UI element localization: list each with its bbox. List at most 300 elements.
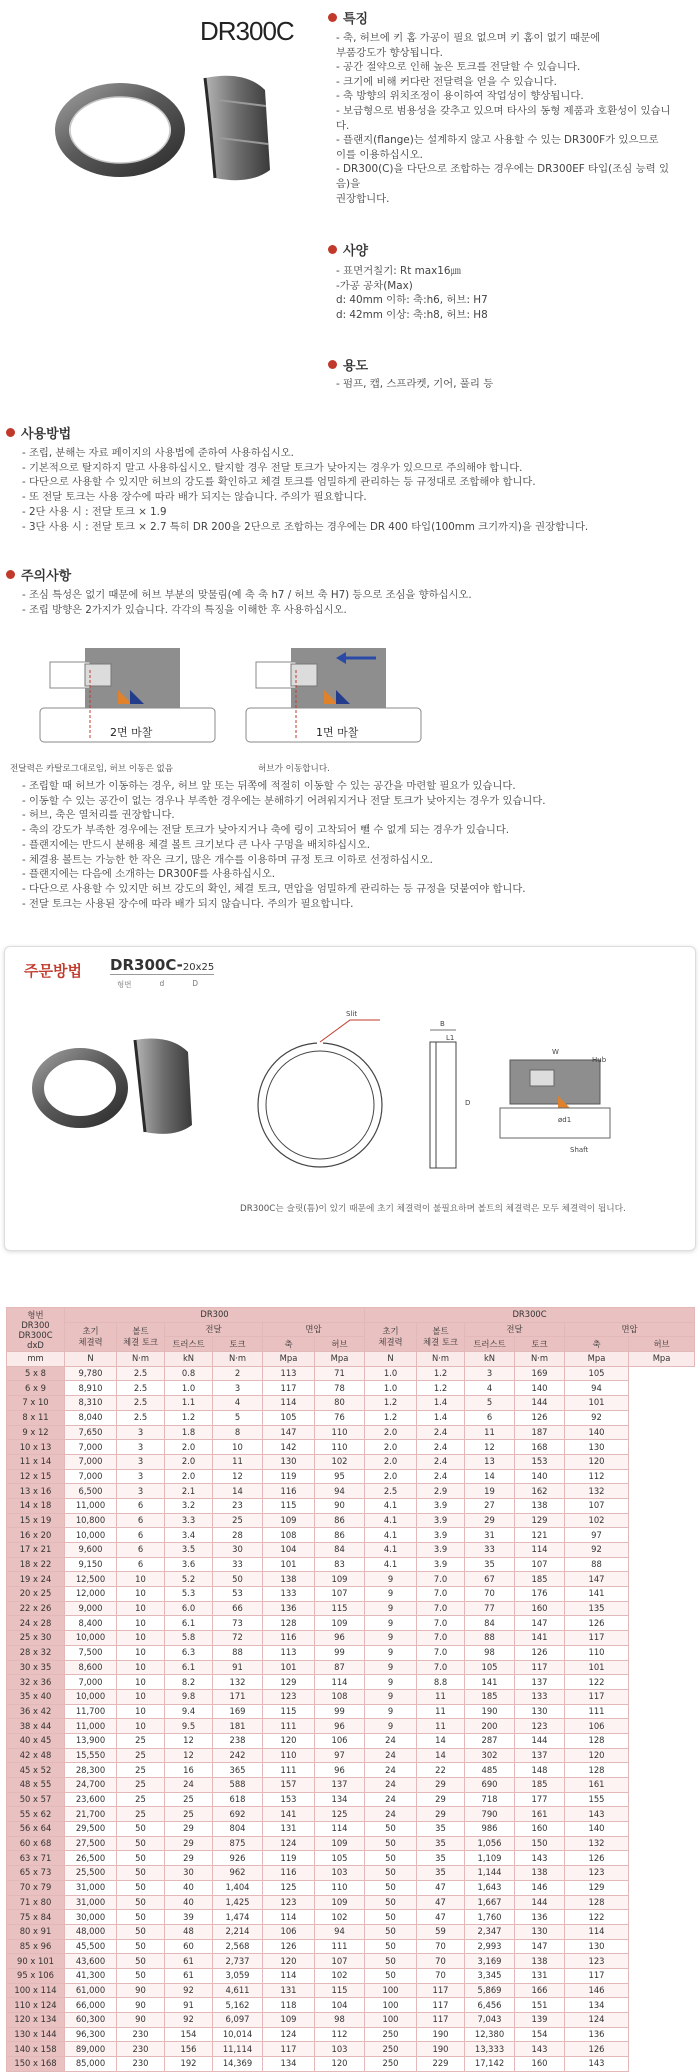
value-cell: 96,300 [65, 2027, 117, 2042]
value-cell: 31 [465, 1528, 515, 1543]
value-cell: 133 [263, 1587, 315, 1602]
size-cell: 28 x 32 [7, 1645, 65, 1660]
value-cell: 140 [565, 1425, 629, 1440]
dim-d1-label: ød1 [558, 1116, 572, 1124]
value-cell: 9.4 [165, 1704, 213, 1719]
value-cell: 1,404 [213, 1880, 263, 1895]
value-cell: 250 [365, 2027, 417, 2042]
order-code: DR300C-20x25 [110, 956, 215, 974]
value-cell: 99 [315, 1704, 365, 1719]
value-cell: 117 [515, 1660, 565, 1675]
value-cell: 109 [315, 1572, 365, 1587]
value-cell: 109 [315, 1836, 365, 1851]
usage-heading: 사용방법 [6, 423, 71, 442]
spec-list: - 표면거칠기: Rt max16㎛ -가공 공차(Max) d: 40mm 이하: 축:h6, 허브: H7 d: 42mm 이상: 축:h8, 허브: H8 [336, 265, 488, 321]
value-cell: 119 [263, 1851, 315, 1866]
value-cell: 2.0 [365, 1425, 417, 1440]
size-cell: 71 x 80 [7, 1895, 65, 1910]
size-cell: 9 x 12 [7, 1425, 65, 1440]
value-cell: 48,000 [65, 1924, 117, 1939]
value-cell: 126 [263, 1939, 315, 1954]
value-cell: 25 [213, 1513, 263, 1528]
size-cell: 75 x 84 [7, 1910, 65, 1925]
value-cell: 142 [263, 1440, 315, 1455]
value-cell: 10,000 [65, 1528, 117, 1543]
value-cell: 6,097 [213, 2013, 263, 2028]
size-cell: 18 x 22 [7, 1557, 65, 1572]
value-cell: 117 [565, 1689, 629, 1704]
value-cell: 117 [417, 1998, 465, 2013]
value-cell: 1,643 [465, 1880, 515, 1895]
value-cell: 10 [117, 1587, 165, 1602]
value-cell: 16 [165, 1763, 213, 1778]
dim-l1-label: L1 [446, 1034, 455, 1042]
value-cell: 27,500 [65, 1836, 117, 1851]
value-cell: 31,000 [65, 1895, 117, 1910]
table-row [7, 1866, 695, 1881]
value-cell: 2.4 [417, 1440, 465, 1455]
value-cell: 146 [565, 1983, 629, 1998]
value-cell: 1.0 [165, 1381, 213, 1396]
value-cell: 70 [417, 1968, 465, 1983]
value-cell: 50 [365, 1880, 417, 1895]
value-cell: 35 [417, 1822, 465, 1837]
value-cell: 30 [213, 1543, 263, 1558]
friction-label-right: 1면 마찰 [316, 726, 359, 739]
value-cell: 123 [515, 1719, 565, 1734]
unit-cell: N·m [417, 1352, 465, 1367]
value-cell: 176 [515, 1587, 565, 1602]
value-cell: 10,000 [65, 1689, 117, 1704]
value-cell: 117 [417, 1983, 465, 1998]
value-cell: 10 [117, 1719, 165, 1734]
value-cell: 9 [365, 1616, 417, 1631]
spec-table-body [7, 1366, 695, 2071]
value-cell: 50 [365, 1836, 417, 1851]
col-initial-force: 초기 체결력 [65, 1322, 117, 1351]
value-cell: 83 [315, 1557, 365, 1572]
value-cell: 134 [315, 1792, 365, 1807]
value-cell: 6,456 [465, 1998, 515, 2013]
bullet-icon [328, 245, 337, 254]
value-cell: 238 [213, 1733, 263, 1748]
dim-shaft-label: Shaft [570, 1146, 589, 1154]
value-cell: 50 [117, 1822, 165, 1837]
value-cell: 11,114 [213, 2042, 263, 2057]
value-cell: 84 [315, 1543, 365, 1558]
value-cell: 105 [263, 1410, 315, 1425]
value-cell: 12 [165, 1733, 213, 1748]
value-cell: 77 [465, 1601, 515, 1616]
value-cell: 242 [213, 1748, 263, 1763]
value-cell: 21,700 [65, 1807, 117, 1822]
dimension-drawing [240, 1000, 680, 1200]
value-cell: 123 [565, 1866, 629, 1881]
value-cell: 29,500 [65, 1822, 117, 1837]
value-cell: 3 [117, 1484, 165, 1499]
value-cell: 9,780 [65, 1366, 117, 1381]
value-cell: 85,000 [65, 2057, 117, 2072]
value-cell: 6 [117, 1513, 165, 1528]
size-cell: 95 x 106 [7, 1968, 65, 1983]
value-cell: 48 [165, 1924, 213, 1939]
value-cell: 128 [565, 1733, 629, 1748]
value-cell: 2.4 [417, 1469, 465, 1484]
size-cell: 55 x 62 [7, 1807, 65, 1822]
units-row [7, 1352, 695, 1367]
value-cell: 160 [515, 1601, 565, 1616]
value-cell: 95 [315, 1469, 365, 1484]
value-cell: 2,214 [213, 1924, 263, 1939]
value-cell: 2.4 [417, 1454, 465, 1469]
order-ring-image [20, 1030, 210, 1140]
col-transmission: 전달 [165, 1322, 263, 1337]
value-cell: 132 [565, 1484, 629, 1499]
value-cell: 35 [417, 1866, 465, 1881]
value-cell: 113 [263, 1645, 315, 1660]
value-cell: 134 [565, 1998, 629, 2013]
value-cell: 25 [165, 1807, 213, 1822]
size-cell: 80 x 91 [7, 1924, 65, 1939]
value-cell: 24 [365, 1763, 417, 1778]
value-cell: 1.2 [417, 1366, 465, 1381]
value-cell: 66,000 [65, 1998, 117, 2013]
col-transmission-c: 전달 [465, 1322, 565, 1337]
value-cell: 187 [515, 1425, 565, 1440]
value-cell: 61,000 [65, 1983, 117, 1998]
value-cell: 2.0 [165, 1454, 213, 1469]
value-cell: 113 [263, 1366, 315, 1381]
caution-intro: - 조심 특성은 없기 때문에 허브 부분의 맞물림(예 축 축 h7 / 허브 축 H7) 등으로 조심을 향하십시오. - 조립 방향은 2가지가 있습니다. 각각의 특징을 이해한 후 사용하십시오. [22, 589, 472, 616]
value-cell: 2.0 [165, 1469, 213, 1484]
value-cell: 106 [565, 1719, 629, 1734]
value-cell: 302 [465, 1748, 515, 1763]
value-cell: 4,611 [213, 1983, 263, 1998]
value-cell: 109 [263, 1513, 315, 1528]
bullet-icon [328, 360, 337, 369]
value-cell: 120 [565, 1454, 629, 1469]
value-cell: 96 [315, 1763, 365, 1778]
value-cell: 190 [465, 1704, 515, 1719]
size-cell: 56 x 64 [7, 1822, 65, 1837]
col-thrust: 트러스트 [165, 1337, 213, 1352]
value-cell: 24 [365, 1748, 417, 1763]
unit-cell: Mpa [315, 1352, 365, 1367]
value-cell: 12,380 [465, 2027, 515, 2042]
table-row [7, 1469, 695, 1484]
value-cell: 40 [165, 1895, 213, 1910]
table-row [7, 1822, 695, 1837]
value-cell: 120 [263, 1733, 315, 1748]
value-cell: 2.5 [117, 1396, 165, 1411]
table-row [7, 1572, 695, 1587]
dim-d-label: D [465, 1099, 471, 1107]
value-cell: 9 [365, 1660, 417, 1675]
value-cell: 25 [117, 1792, 165, 1807]
value-cell: 70 [417, 1939, 465, 1954]
value-cell: 2.5 [117, 1366, 165, 1381]
size-cell: 38 x 44 [7, 1719, 65, 1734]
value-cell: 2.5 [365, 1484, 417, 1499]
value-cell: 134 [263, 2057, 315, 2072]
value-cell: 11 [417, 1704, 465, 1719]
value-cell: 10 [117, 1704, 165, 1719]
value-cell: 4.1 [365, 1498, 417, 1513]
value-cell: 3 [117, 1440, 165, 1455]
value-cell: 47 [417, 1895, 465, 1910]
table-row [7, 1410, 695, 1425]
value-cell: 7,000 [65, 1469, 117, 1484]
value-cell: 7.0 [417, 1601, 465, 1616]
value-cell: 84 [465, 1616, 515, 1631]
table-row [7, 2042, 695, 2057]
value-cell: 116 [263, 1631, 315, 1646]
value-cell: 3,169 [465, 1954, 515, 1969]
value-cell: 14,369 [213, 2057, 263, 2072]
value-cell: 3.9 [417, 1543, 465, 1558]
value-cell: 10 [117, 1675, 165, 1690]
value-cell: 107 [565, 1498, 629, 1513]
value-cell: 8,910 [65, 1381, 117, 1396]
value-cell: 147 [515, 1939, 565, 1954]
value-cell: 3,059 [213, 1968, 263, 1983]
value-cell: 9.8 [165, 1689, 213, 1704]
value-cell: 10 [117, 1645, 165, 1660]
value-cell: 7.0 [417, 1572, 465, 1587]
value-cell: 132 [213, 1675, 263, 1690]
spec-heading: 사양 [328, 240, 368, 259]
value-cell: 12,500 [65, 1572, 117, 1587]
value-cell: 47 [417, 1880, 465, 1895]
size-cell: 150 x 168 [7, 2057, 65, 2072]
value-cell: 110 [565, 1645, 629, 1660]
value-cell: 230 [117, 2027, 165, 2042]
value-cell: 50 [117, 1851, 165, 1866]
value-cell: 7,500 [65, 1645, 117, 1660]
value-cell: 126 [565, 2042, 629, 2057]
size-cell: 40 x 45 [7, 1733, 65, 1748]
value-cell: 88 [465, 1631, 515, 1646]
value-cell: 106 [315, 1733, 365, 1748]
value-cell: 40 [165, 1880, 213, 1895]
value-cell: 11 [417, 1719, 465, 1734]
table-row [7, 1733, 695, 1748]
value-cell: 5.8 [165, 1631, 213, 1646]
value-cell: 7,000 [65, 1454, 117, 1469]
value-cell: 129 [515, 1513, 565, 1528]
size-cell: 20 x 25 [7, 1587, 65, 1602]
value-cell: 86 [315, 1513, 365, 1528]
value-cell: 105 [315, 1851, 365, 1866]
value-cell: 618 [213, 1792, 263, 1807]
value-cell: 141 [515, 1631, 565, 1646]
value-cell: 2.0 [365, 1440, 417, 1455]
value-cell: 25,500 [65, 1866, 117, 1881]
value-cell: 6.1 [165, 1616, 213, 1631]
value-cell: 92 [165, 1983, 213, 1998]
value-cell: 147 [263, 1425, 315, 1440]
value-cell: 130 [565, 1939, 629, 1954]
value-cell: 50 [117, 1924, 165, 1939]
value-cell: 162 [515, 1484, 565, 1499]
value-cell: 50 [117, 1895, 165, 1910]
value-cell: 111 [263, 1719, 315, 1734]
value-cell: 2.5 [117, 1381, 165, 1396]
value-cell: 122 [565, 1910, 629, 1925]
value-cell: 185 [515, 1572, 565, 1587]
value-cell: 101 [263, 1660, 315, 1675]
value-cell: 61 [165, 1968, 213, 1983]
caution-list: - 조립할 때 허브가 이동하는 경우, 허브 앞 또는 뒤쪽에 적절히 이동할 수 있는 공간을 마련할 필요가 있습니다. - 이동할 수 있는 공간이 없는 경우나 부족한 경우에는 분해하기 어려워지거나 전달 토크가 낮아지는 경우가 있습니다. - 허브, 축은 열처리를 권장합니다. - 축의 강도가 부족한 경우에는 전달 토크가 낮아지거나 축에 링이 고착되어 뺄 수 없게 되는 경우가 있습니다. - 플랜지에는 반드시 분해용 체결 볼트 크기보다 큰 나사 구멍을 배치하십시오. - 체결용 볼트는 가능한 한 작은 크기, 많은 개수를 이용하며 규정 토크 이하로 선정하십시오. - 플랜지에는 다음에 소개하는 DR300F를 사용하십시오. - 다단으로 사용할 수 있지만 허브 강도의 확인, 체결 토크, 면압을 엄밀하게 관리하는 등 규정을 덧붙여야 합니다. - 전달 토크는 사용된 장수에 따라 배가 되지 않습니다. 주의가 필요합니다. [22, 780, 546, 910]
value-cell: 114 [263, 1968, 315, 1983]
size-cell: 10 x 13 [7, 1440, 65, 1455]
value-cell: 9 [365, 1572, 417, 1587]
value-cell: 6.3 [165, 1645, 213, 1660]
use-list: - 펌프, 캡, 스프라켓, 기어, 풀리 등 [336, 378, 494, 390]
value-cell: 25 [117, 1778, 165, 1793]
value-cell: 112 [565, 1469, 629, 1484]
value-cell: 24 [165, 1778, 213, 1793]
value-cell: 8,600 [65, 1660, 117, 1675]
value-cell: 133 [515, 1689, 565, 1704]
value-cell: 29 [417, 1807, 465, 1822]
size-cell: 30 x 35 [7, 1660, 65, 1675]
value-cell: 50 [117, 1836, 165, 1851]
value-cell: 141 [465, 1675, 515, 1690]
value-cell: 92 [165, 2013, 213, 2028]
value-cell: 1.0 [365, 1381, 417, 1396]
value-cell: 123 [565, 1954, 629, 1969]
value-cell: 114 [263, 1910, 315, 1925]
unit-cell: Mpa [263, 1352, 315, 1367]
value-cell: 60,300 [65, 2013, 117, 2028]
table-row [7, 1968, 695, 1983]
value-cell: 90 [117, 1998, 165, 2013]
value-cell: 3.9 [417, 1557, 465, 1572]
unit-cell: N·m [515, 1352, 565, 1367]
value-cell: 3.5 [165, 1543, 213, 1558]
value-cell: 230 [117, 2057, 165, 2072]
value-cell: 2.5 [117, 1410, 165, 1425]
value-cell: 365 [213, 1763, 263, 1778]
size-cell: 100 x 114 [7, 1983, 65, 1998]
value-cell: 8,040 [65, 1410, 117, 1425]
value-cell: 50 [365, 1866, 417, 1881]
value-cell: 117 [263, 2042, 315, 2057]
value-cell: 169 [515, 1366, 565, 1381]
value-cell: 30,000 [65, 1910, 117, 1925]
value-cell: 146 [515, 1880, 565, 1895]
value-cell: 190 [417, 2042, 465, 2057]
value-cell: 125 [315, 1807, 365, 1822]
size-cell: 5 x 8 [7, 1366, 65, 1381]
value-cell: 161 [515, 1807, 565, 1822]
unit-cell: Mpa [629, 1352, 695, 1367]
value-cell: 102 [315, 1454, 365, 1469]
value-cell: 126 [565, 1851, 629, 1866]
value-cell: 2.0 [365, 1469, 417, 1484]
value-cell: 120 [565, 1748, 629, 1763]
value-cell: 7,043 [465, 2013, 515, 2028]
value-cell: 110 [315, 1425, 365, 1440]
value-cell: 9,000 [65, 1601, 117, 1616]
value-cell: 35 [417, 1836, 465, 1851]
table-row [7, 1381, 695, 1396]
value-cell: 692 [213, 1807, 263, 1822]
value-cell: 1,667 [465, 1895, 515, 1910]
value-cell: 6,500 [65, 1484, 117, 1499]
value-cell: 4.1 [365, 1543, 417, 1558]
value-cell: 144 [515, 1895, 565, 1910]
value-cell: 1.2 [165, 1410, 213, 1425]
value-cell: 12,000 [65, 1587, 117, 1602]
size-cell: 65 x 73 [7, 1866, 65, 1881]
value-cell: 10 [117, 1601, 165, 1616]
col-pressure-c: 면압 [565, 1322, 695, 1337]
unit-cell: mm [7, 1352, 65, 1367]
value-cell: 12 [165, 1748, 213, 1763]
value-cell: 5,869 [465, 1983, 515, 1998]
value-cell: 109 [263, 2013, 315, 2028]
table-row [7, 1513, 695, 1528]
table-row [7, 1528, 695, 1543]
order-note: DR300C는 슬릿(틈)이 있기 때문에 초기 체결력이 불필요하며 볼트의 체결력은 모두 체결력이 됩니다. [240, 1204, 626, 1214]
value-cell: 156 [165, 2042, 213, 2057]
value-cell: 124 [263, 2027, 315, 2042]
value-cell: 107 [515, 1557, 565, 1572]
value-cell: 128 [263, 1616, 315, 1631]
value-cell: 9 [365, 1675, 417, 1690]
size-cell: 85 x 96 [7, 1939, 65, 1954]
value-cell: 123 [263, 1689, 315, 1704]
value-cell: 130 [263, 1454, 315, 1469]
size-cell: 140 x 158 [7, 2042, 65, 2057]
value-cell: 3 [117, 1454, 165, 1469]
size-cell: 25 x 30 [7, 1631, 65, 1646]
bullet-icon [6, 570, 15, 579]
value-cell: 90 [117, 1983, 165, 1998]
value-cell: 50 [365, 1910, 417, 1925]
table-row [7, 1778, 695, 1793]
size-cell: 110 x 124 [7, 1998, 65, 2013]
table-row [7, 1557, 695, 1572]
value-cell: 115 [263, 1498, 315, 1513]
value-cell: 3,345 [465, 1968, 515, 1983]
value-cell: 6.0 [165, 1601, 213, 1616]
value-cell: 3 [117, 1469, 165, 1484]
col-initial-force-c: 초기 체결력 [365, 1322, 417, 1351]
value-cell: 3.3 [165, 1513, 213, 1528]
value-cell: 11,700 [65, 1704, 117, 1719]
col-torque-c: 토크 [515, 1337, 565, 1352]
value-cell: 9 [365, 1631, 417, 1646]
value-cell: 66 [213, 1601, 263, 1616]
value-cell: 13,900 [65, 1733, 117, 1748]
value-cell: 126 [515, 1645, 565, 1660]
value-cell: 10,000 [65, 1631, 117, 1646]
col-model: 형번 DR300 DR300C dxD [7, 1308, 65, 1352]
bullet-icon [328, 13, 337, 22]
table-row [7, 1616, 695, 1631]
value-cell: 1,109 [465, 1851, 515, 1866]
value-cell: 117 [565, 1968, 629, 1983]
value-cell: 110 [315, 1880, 365, 1895]
value-cell: 588 [213, 1778, 263, 1793]
value-cell: 157 [263, 1778, 315, 1793]
value-cell: 2.9 [417, 1484, 465, 1499]
usage-list: - 조립, 분해는 자료 페이지의 사용법에 준하여 사용하십시오. - 기본적으로 탈지하지 말고 사용하십시오. 탈지할 경우 전달 토크가 낮아지는 경우가 있으므로 주의해야 합니다. - 다단으로 사용할 수 있지만 허브의 강도를 확인하고 체결 토크를 엄밀하게 관리하는 등 규정대로 조합해야 합니다. - 또 전달 토크는 사용 장수에 따라 배가 되지는 않습니다. 주의가 필요합니다. - 2단 사용 시 : 전달 토크 × 1.9 - 3단 사용 시 : 전달 토크 × 2.7 특히 DR 200을 2단으로 조합하는 경우에는 DR 400 타입(100mm 크기까지)을 권장합니다. [22, 447, 589, 533]
value-cell: 101 [263, 1557, 315, 1572]
